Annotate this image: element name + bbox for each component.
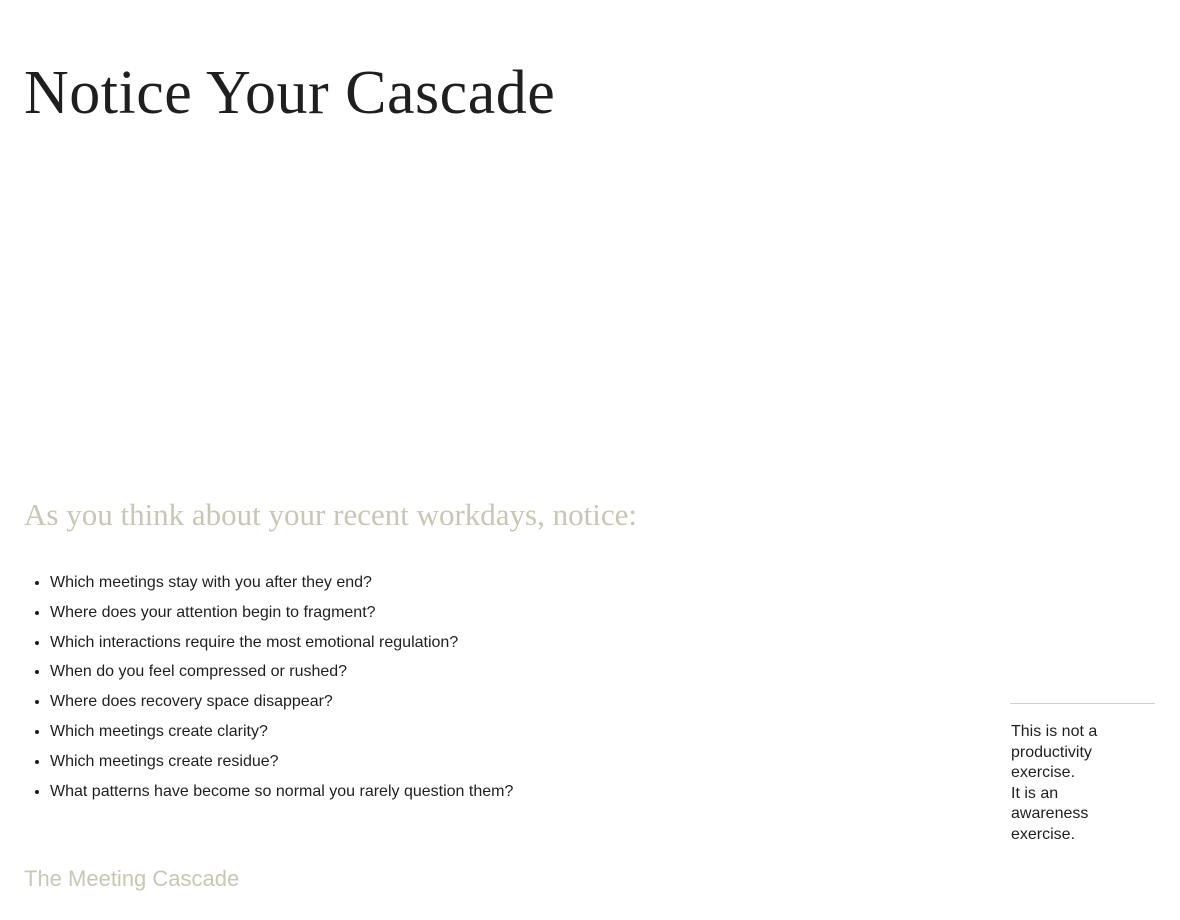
side-note-divider bbox=[1010, 703, 1155, 704]
section-subtitle: As you think about your recent workdays, notice: bbox=[24, 497, 637, 532]
list-item: • Where does recovery space disappear? bbox=[50, 687, 513, 717]
page-title: Notice Your Cascade bbox=[24, 59, 556, 127]
list-item: • Where does your attention begin to fragment? bbox=[50, 598, 513, 628]
question-list bbox=[50, 568, 513, 806]
footer-label: The Meeting Cascade bbox=[24, 866, 240, 891]
list-item: • Which meetings stay with you after they end? bbox=[50, 568, 513, 598]
list-item: • When do you feel compressed or rushed? bbox=[50, 657, 513, 687]
list-item: • Which meetings create residue? bbox=[50, 747, 513, 777]
list-item: • Which meetings create clarity? bbox=[50, 717, 513, 747]
list-item: • Which interactions require the most emotional regulation? bbox=[50, 628, 513, 658]
list-item: • What patterns have become so normal you rarely question them? bbox=[50, 777, 513, 807]
side-note: This is not a productivity exercise. It is an awareness exercise. bbox=[1011, 723, 1098, 843]
